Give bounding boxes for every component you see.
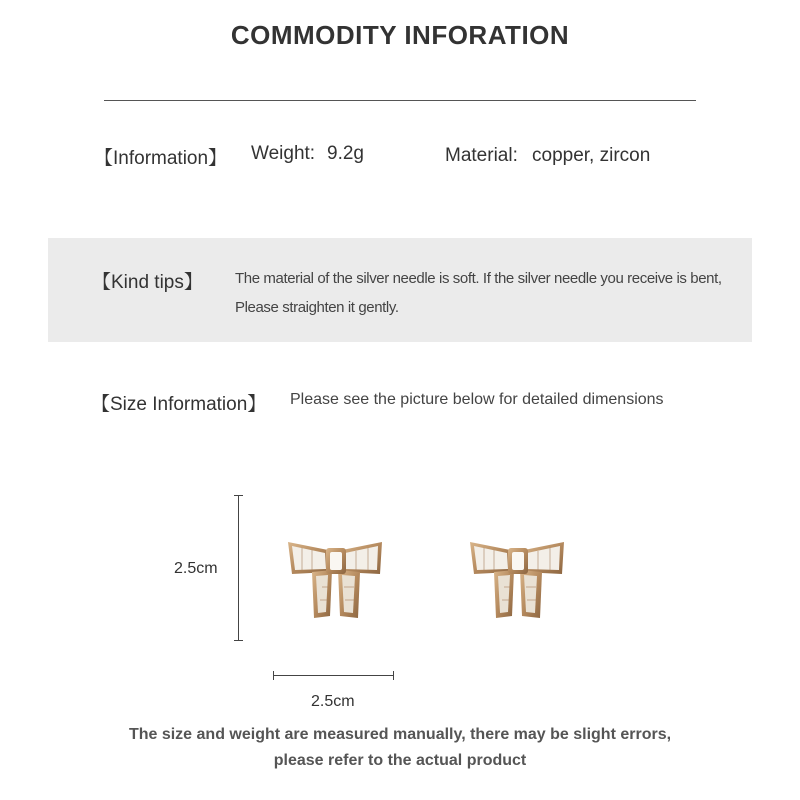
width-dimension-cap-left [273, 671, 274, 680]
weight-label: Weight: [251, 143, 316, 164]
earring-right-image [466, 532, 570, 624]
page-title: COMMODITY INFORATION [230, 20, 570, 50]
width-dimension-label: 2.5cm [311, 693, 355, 710]
kind-tips-line-1: The material of the silver needle is soft. If the silver needle you receive is bent, [235, 270, 722, 287]
material-label: Material: [445, 145, 518, 166]
kind-tips-label: 【Kind tips】 [92, 272, 203, 293]
height-dimension-cap-bottom [234, 640, 243, 641]
information-label: 【Information】 [94, 148, 228, 169]
size-information-label: 【Size Information】 [91, 394, 267, 415]
earring-left-image [284, 532, 388, 624]
kind-tips-line-2: Please straighten it gently. [235, 299, 399, 316]
footer-note-line-1: The size and weight are measured manually, there may be slight errors, [128, 726, 672, 743]
size-information-note: Please see the picture below for detailed dimensions [290, 391, 664, 408]
title-divider [104, 100, 696, 101]
width-dimension-line [273, 675, 394, 676]
footer-note-line-2: please refer to the actual product [273, 752, 527, 769]
height-dimension-line [238, 495, 239, 641]
height-dimension-label: 2.5cm [174, 560, 218, 577]
height-dimension-cap-top [234, 495, 243, 496]
material-value: copper, zircon [532, 145, 651, 166]
weight-value: 9.2g [327, 143, 364, 164]
width-dimension-cap-right [393, 671, 394, 680]
